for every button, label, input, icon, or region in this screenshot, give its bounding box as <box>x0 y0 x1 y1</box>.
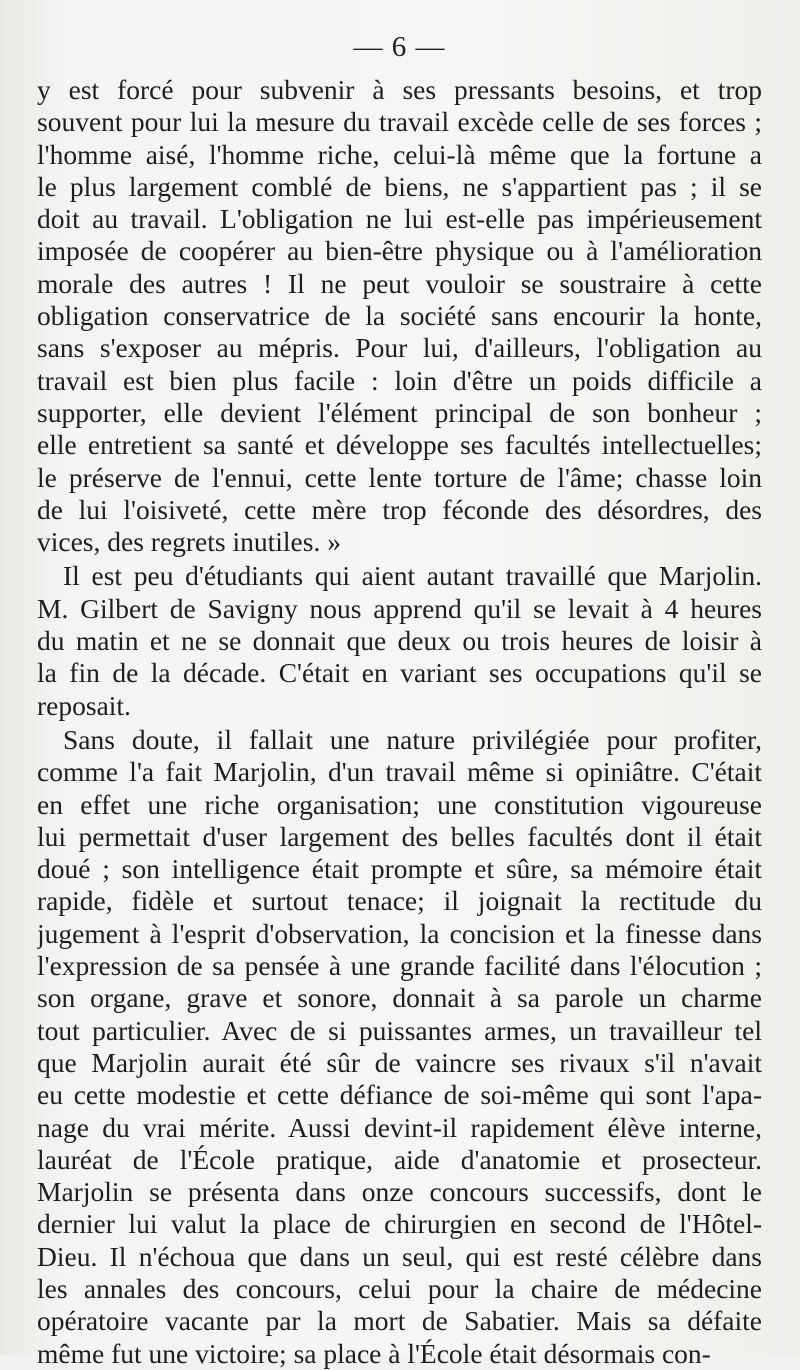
body-text <box>37 74 762 1370</box>
text-line: en effet une riche organisation; une constitution vigoureuse <box>37 788 762 820</box>
paragraph <box>37 74 762 558</box>
text-line: imposée de coopérer au bien-être physique ou à l'amélioration <box>37 235 762 267</box>
text-line: tout particulier. Avec de si puissantes armes, un travailleur tel <box>37 1014 762 1046</box>
paragraph <box>37 724 762 1370</box>
text-line: jugement à l'esprit d'observation, la concision et la finesse dans <box>37 917 762 949</box>
text-line: obligation conservatrice de la société sans encourir la honte, <box>37 300 762 332</box>
text-line: vices, des regrets inutiles. » <box>37 526 341 558</box>
text-line: doué ; son intelligence était prompte et sûre, sa mémoire était <box>37 853 762 885</box>
text-line: nage du vrai mérite. Aussi devint-il rapidement élève interne, <box>37 1111 762 1143</box>
text-line: Sans doute, il fallait une nature privilégiée pour profiter, <box>63 723 762 755</box>
text-line: de lui l'oisiveté, cette mère trop féconde des désordres, des <box>37 493 762 525</box>
text-line: du matin et ne se donnait que deux ou trois heures de loisir à <box>37 625 762 657</box>
text-line: lauréat de l'École pratique, aide d'anatomie et prosecteur. <box>37 1143 762 1175</box>
text-line: supporter, elle devient l'élément principal de son bonheur ; <box>37 396 762 428</box>
text-line: elle entretient sa santé et développe ses facultés intellectuelles; <box>37 429 762 461</box>
text-line: Marjolin se présenta dans onze concours successifs, dont le <box>37 1176 762 1208</box>
text-line: M. Gilbert de Savigny nous apprend qu'il se levait à 4 heures <box>37 592 762 624</box>
text-line: y est forcé pour subvenir à ses pressants besoins, et trop <box>37 74 762 105</box>
text-line: son organe, grave et sonore, donnait à sa parole un charme <box>37 982 762 1014</box>
text-line: le préserve de l'ennui, cette lente torture de l'âme; chasse loin <box>37 461 762 493</box>
text-line: souvent pour lui la mesure du travail excède celle de ses forces ; <box>37 106 762 138</box>
text-line: dernier lui valut la place de chirurgien en second de l'Hôtel- <box>37 1208 762 1240</box>
page-number: — 6 — <box>353 31 446 63</box>
text-line: que Marjolin aurait été sûr de vaincre ses rivaux s'il n'avait <box>37 1046 762 1078</box>
text-line: travail est bien plus facile : loin d'être un poids difficile a <box>37 364 762 396</box>
text-line: sans s'exposer au mépris. Pour lui, d'ailleurs, l'obligation au <box>37 332 762 364</box>
text-line: opératoire vacante par la mort de Sabatier. Mais sa défaite <box>37 1305 762 1337</box>
text-line: eu cette modestie et cette défiance de soi-même qui sont l'apa- <box>37 1079 762 1111</box>
text-line: l'homme aisé, l'homme riche, celui-là même que la fortune a <box>37 138 762 170</box>
text-line: reposait. <box>37 689 131 721</box>
text-line: la fin de la décade. C'était en variant ses occupations qu'il se <box>37 657 762 689</box>
text-line: lui permettait d'user largement des belles facultés dont il était <box>37 820 762 852</box>
text-line: comme l'a fait Marjolin, d'un travail même si opiniâtre. C'était <box>37 756 762 788</box>
text-line: Dieu. Il n'échoua que dans un seul, qui est resté célèbre dans <box>37 1240 762 1272</box>
text-line: morale des autres ! Il ne peut vouloir se soustraire à cette <box>37 267 762 299</box>
paragraph <box>37 560 762 721</box>
text-line: l'expression de sa pensée à une grande facilité dans l'élocution ; <box>37 950 762 982</box>
text-line: doit au travail. L'obligation ne lui est-elle pas impérieusement <box>37 203 762 235</box>
text-line: le plus largement comblé de biens, ne s'appartient pas ; il se <box>37 170 762 202</box>
text-line: même fut une victoire; sa place à l'École était désormais con- <box>37 1337 711 1369</box>
text-line: rapide, fidèle et surtout tenace; il joignait la rectitude du <box>37 885 762 917</box>
text-line: les annales des concours, celui pour la chaire de médecine <box>37 1272 762 1304</box>
text-line: Il est peu d'étudiants qui aient autant travaillé que Marjolin. <box>63 560 762 592</box>
